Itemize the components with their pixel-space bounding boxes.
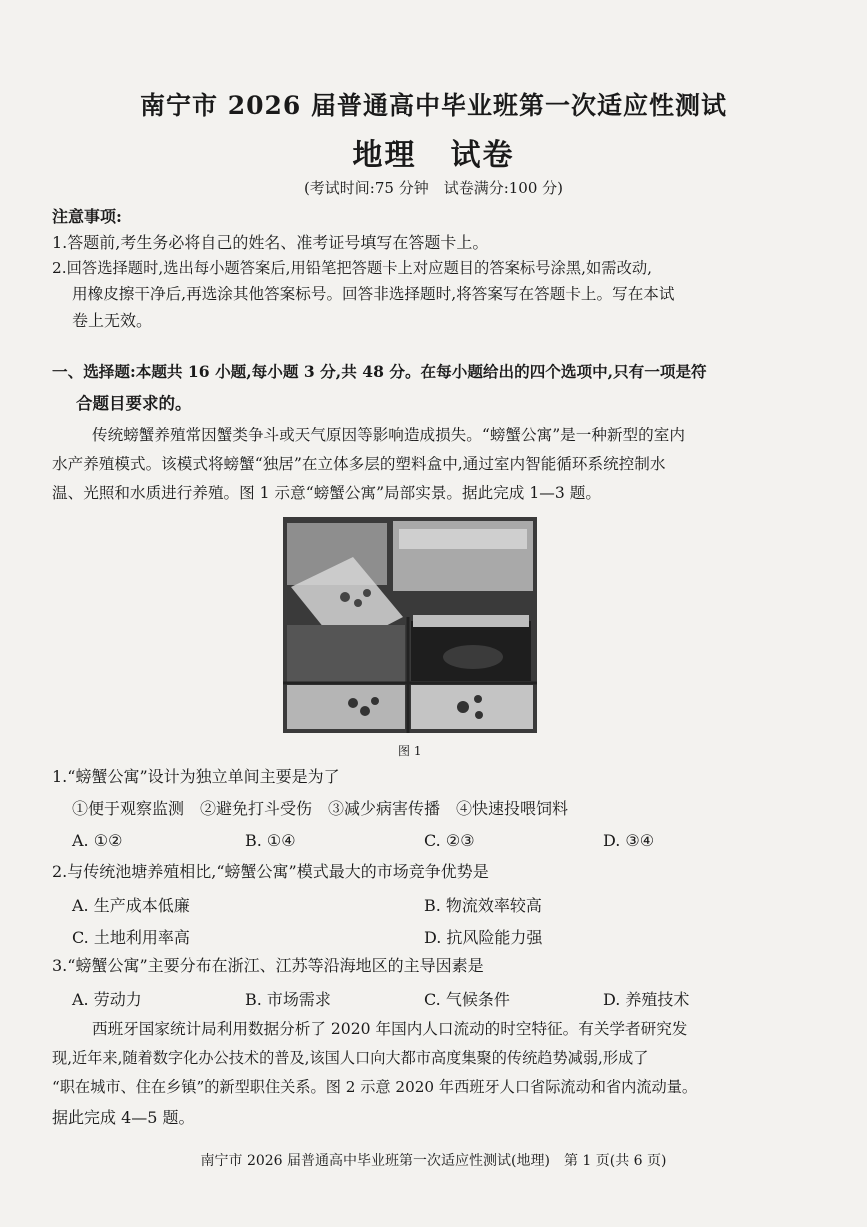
figure1-caption: 图 1 <box>398 744 422 758</box>
q2-stem: 2.与传统池塘养殖相比,“螃蟹公寓”模式最大的市场竞争优势是 <box>52 862 489 881</box>
section-heading-line-2: 合题目要求的。 <box>76 394 192 413</box>
passage2-line-2: 现,近年来,随着数字化办公技术的普及,该国人口向大都市高度集聚的传统趋势减弱,形成了 <box>52 1049 649 1067</box>
paper-label: 试卷 <box>450 138 515 173</box>
notice-heading: 注意事项: <box>52 207 122 226</box>
q2-option-a: A. 生产成本低廉 <box>72 896 190 915</box>
q3-option-d: D. 养殖技术 <box>603 990 690 1009</box>
notice-item-1: 1.答题前,考生务必将自己的姓名、准考证号填写在答题卡上。 <box>52 233 489 252</box>
notice-item-2-line-1: 2.回答选择题时,选出每小题答案后,用铅笔把答题卡上对应题目的答案标号涂黑,如需改动, <box>52 259 653 277</box>
q1-option-a: A. ①② <box>72 831 123 850</box>
passage1-line-3: 温、光照和水质进行养殖。图 1 示意“螃蟹公寓”局部实景。据此完成 1—3 题。 <box>52 484 601 502</box>
crab-boxes-illustration <box>283 517 537 733</box>
q1-option-b: B. ①④ <box>245 831 296 850</box>
q2-option-c: C. 土地利用率高 <box>72 928 190 947</box>
passage1-line-2: 水产养殖模式。该模式将螃蟹“独居”在立体多层的塑料盒中,通过室内智能循环系统控制水 <box>52 455 666 473</box>
q3-option-c: C. 气候条件 <box>424 990 510 1009</box>
notice-item-2-line-3: 卷上无效。 <box>72 311 153 330</box>
subject-title <box>0 130 867 174</box>
crab-apartment-photo <box>283 517 537 733</box>
q2-option-b: B. 物流效率较高 <box>424 896 542 915</box>
q3-option-a: A. 劳动力 <box>72 990 142 1009</box>
passage1-line-1: 传统螃蟹养殖常因蟹类争斗或天气原因等影响造成损失。“螃蟹公寓”是一种新型的室内 <box>92 426 685 444</box>
passage2-line-1: 西班牙国家统计局利用数据分析了 2020 年国内人口流动的时空特征。有关学者研究发 <box>92 1020 688 1038</box>
q1-statements: ①便于观察监测 ②避免打斗受伤 ③减少病害传播 ④快速投喂饲料 <box>72 799 569 818</box>
q1-option-d: D. ③④ <box>603 831 655 850</box>
notice-item-2-line-2: 用橡皮擦干净后,再选涂其他答案标号。回答非选择题时,将答案写在答题卡上。写在本试 <box>72 285 675 303</box>
page-footer: 南宁市 2026 届普通高中毕业班第一次适应性测试(地理) 第 1 页(共 6 页) <box>200 1153 667 1169</box>
subject-name: 地理 <box>352 138 417 173</box>
passage2-line-3: “职在城市、住在乡镇”的新型职住关系。图 2 示意 2020 年西班牙人口省际流动和省内流动量。 <box>52 1078 698 1096</box>
q3-stem: 3.“螃蟹公寓”主要分布在浙江、江苏等沿海地区的主导因素是 <box>52 956 484 975</box>
q2-option-d: D. 抗风险能力强 <box>424 928 543 947</box>
q1-stem: 1.“螃蟹公寓”设计为独立单间主要是为了 <box>52 767 340 786</box>
exam-info: (考试时间:75 分钟 试卷满分:100 分) <box>303 179 564 197</box>
q1-option-c: C. ②③ <box>424 831 475 850</box>
section-heading-line-1: 一、选择题:本题共 16 小题,每小题 3 分,共 48 分。在每小题给出的四个选项中,只有一项是符 <box>52 362 707 381</box>
q3-option-b: B. 市场需求 <box>245 990 331 1009</box>
exam-title: 南宁市 2026 届普通高中毕业班第一次适应性测试 <box>140 91 727 120</box>
passage2-line-4: 据此完成 4—5 题。 <box>52 1108 195 1127</box>
